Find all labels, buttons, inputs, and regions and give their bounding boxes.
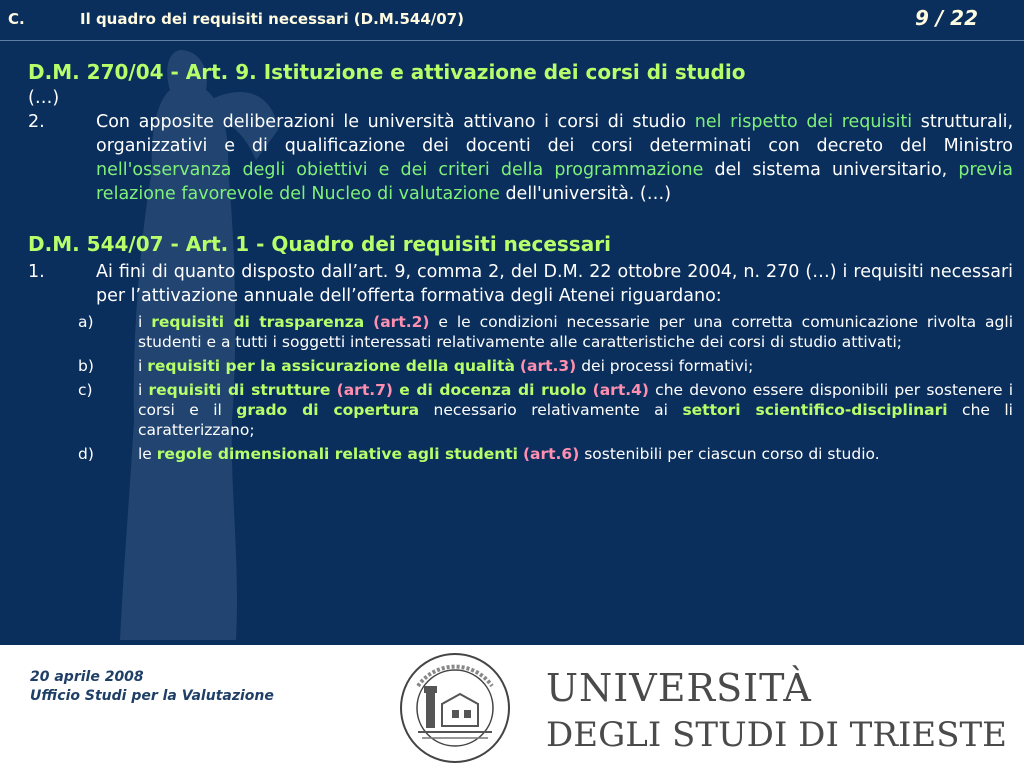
university-seal-logo	[388, 646, 522, 766]
bold-run: requisiti di trasparenza	[151, 313, 365, 331]
article-ref: (art.7)	[336, 381, 393, 399]
item-text	[138, 356, 1013, 376]
list-item-c	[28, 380, 1013, 440]
text-run: Con apposite deliberazioni le università attivano i corsi di studio	[96, 112, 695, 132]
university-name-line2: DEGLI STUDI DI TRIESTE	[546, 715, 1007, 755]
highlight-run: previa relazione favorevole del Nucleo di valutazione	[96, 160, 1013, 204]
article-ref: (art.3)	[519, 357, 577, 375]
article-ref: (art.6)	[522, 445, 580, 463]
bold-run: grado di copertura	[236, 401, 420, 419]
item-letter: c)	[78, 381, 93, 399]
text-run: i	[138, 357, 148, 375]
text-run: dell'università. (…)	[499, 184, 672, 204]
title-bar	[0, 0, 1024, 41]
bold-run: settori scientifico-disciplinari	[682, 401, 948, 419]
bold-run: requisiti per la assicurazione della qualità	[147, 357, 515, 375]
heading-dm-270: D.M. 270/04 - Art. 9. Istituzione e attivazione dei corsi di studio	[28, 60, 746, 84]
text-run: le	[138, 445, 157, 463]
text-run: dei processi formativi;	[576, 357, 754, 375]
slide-content	[28, 58, 1013, 464]
item-letter: d)	[78, 445, 94, 463]
page-number: 9 / 22	[915, 6, 978, 30]
text-run: i	[138, 381, 149, 399]
paragraph-text	[96, 110, 1013, 206]
item-text	[138, 444, 1013, 464]
text-run: e le condizioni necessarie per una corretta comunicazione rivolta agli studenti e a tutti i soggetti interessati relativamente alle caratteristiche dei corsi di studio attivati;	[138, 313, 1014, 351]
highlight-run: nell'osservanza degli obiettivi e dei criteri della programmazione	[96, 160, 704, 180]
list-item-a	[28, 312, 1013, 352]
article-ref: (art.4)	[592, 381, 649, 399]
highlight-run: nel rispetto dei requisiti	[694, 112, 913, 132]
text-run: che li caratterizzano;	[138, 401, 1013, 439]
university-name-line1: UNIVERSITÀ	[546, 666, 812, 710]
section-letter: C.	[8, 10, 25, 28]
item-letter: a)	[78, 313, 94, 331]
list-item-b	[28, 356, 1013, 376]
item-letter: b)	[78, 357, 94, 375]
item-number: 2.	[28, 112, 45, 132]
text-run: strutturali, organizzativi e di qualificazione dei docenti dei corsi determinati con decreto del Ministro	[96, 112, 1014, 156]
paragraph-text: Ai fini di quanto disposto dall’art. 9, comma 2, del D.M. 22 ottobre 2004, n. 270 (…) i requisiti necessari per l’attivazione annuale dell’offerta formativa degli Atenei riguardano:	[96, 262, 1013, 306]
heading-dm-544: D.M. 544/07 - Art. 1 - Quadro dei requisiti necessari	[28, 232, 611, 256]
slide-title: Il quadro dei requisiti necessari (D.M.544/07)	[80, 10, 464, 28]
text-run: sostenibili per ciascun corso di studio.	[579, 445, 880, 463]
item-text	[138, 380, 1013, 440]
footer-office: Ufficio Studi per la Valutazione	[30, 688, 274, 704]
paragraph-1	[28, 260, 1013, 308]
text-run: necessario relativamente ai	[419, 401, 683, 419]
footer-date: 20 aprile 2008	[30, 669, 144, 685]
text-run: i	[138, 313, 152, 331]
bold-run: regole dimensionali relative agli studenti	[156, 445, 518, 463]
footer-info	[30, 668, 274, 706]
item-number: 1.	[28, 262, 45, 282]
bold-run: requisiti di strutture	[148, 381, 331, 399]
paragraph-2	[28, 110, 1013, 206]
text-run: del sistema universitario,	[703, 160, 959, 180]
bold-run: e di docenza di ruolo	[399, 381, 587, 399]
list-item-d	[28, 444, 1013, 464]
ellipsis-text: (…)	[28, 88, 60, 108]
article-ref: (art.2)	[373, 313, 430, 331]
item-text	[138, 312, 1013, 352]
text-run: che devono essere disponibili per sostenere i corsi e il	[138, 381, 1013, 419]
